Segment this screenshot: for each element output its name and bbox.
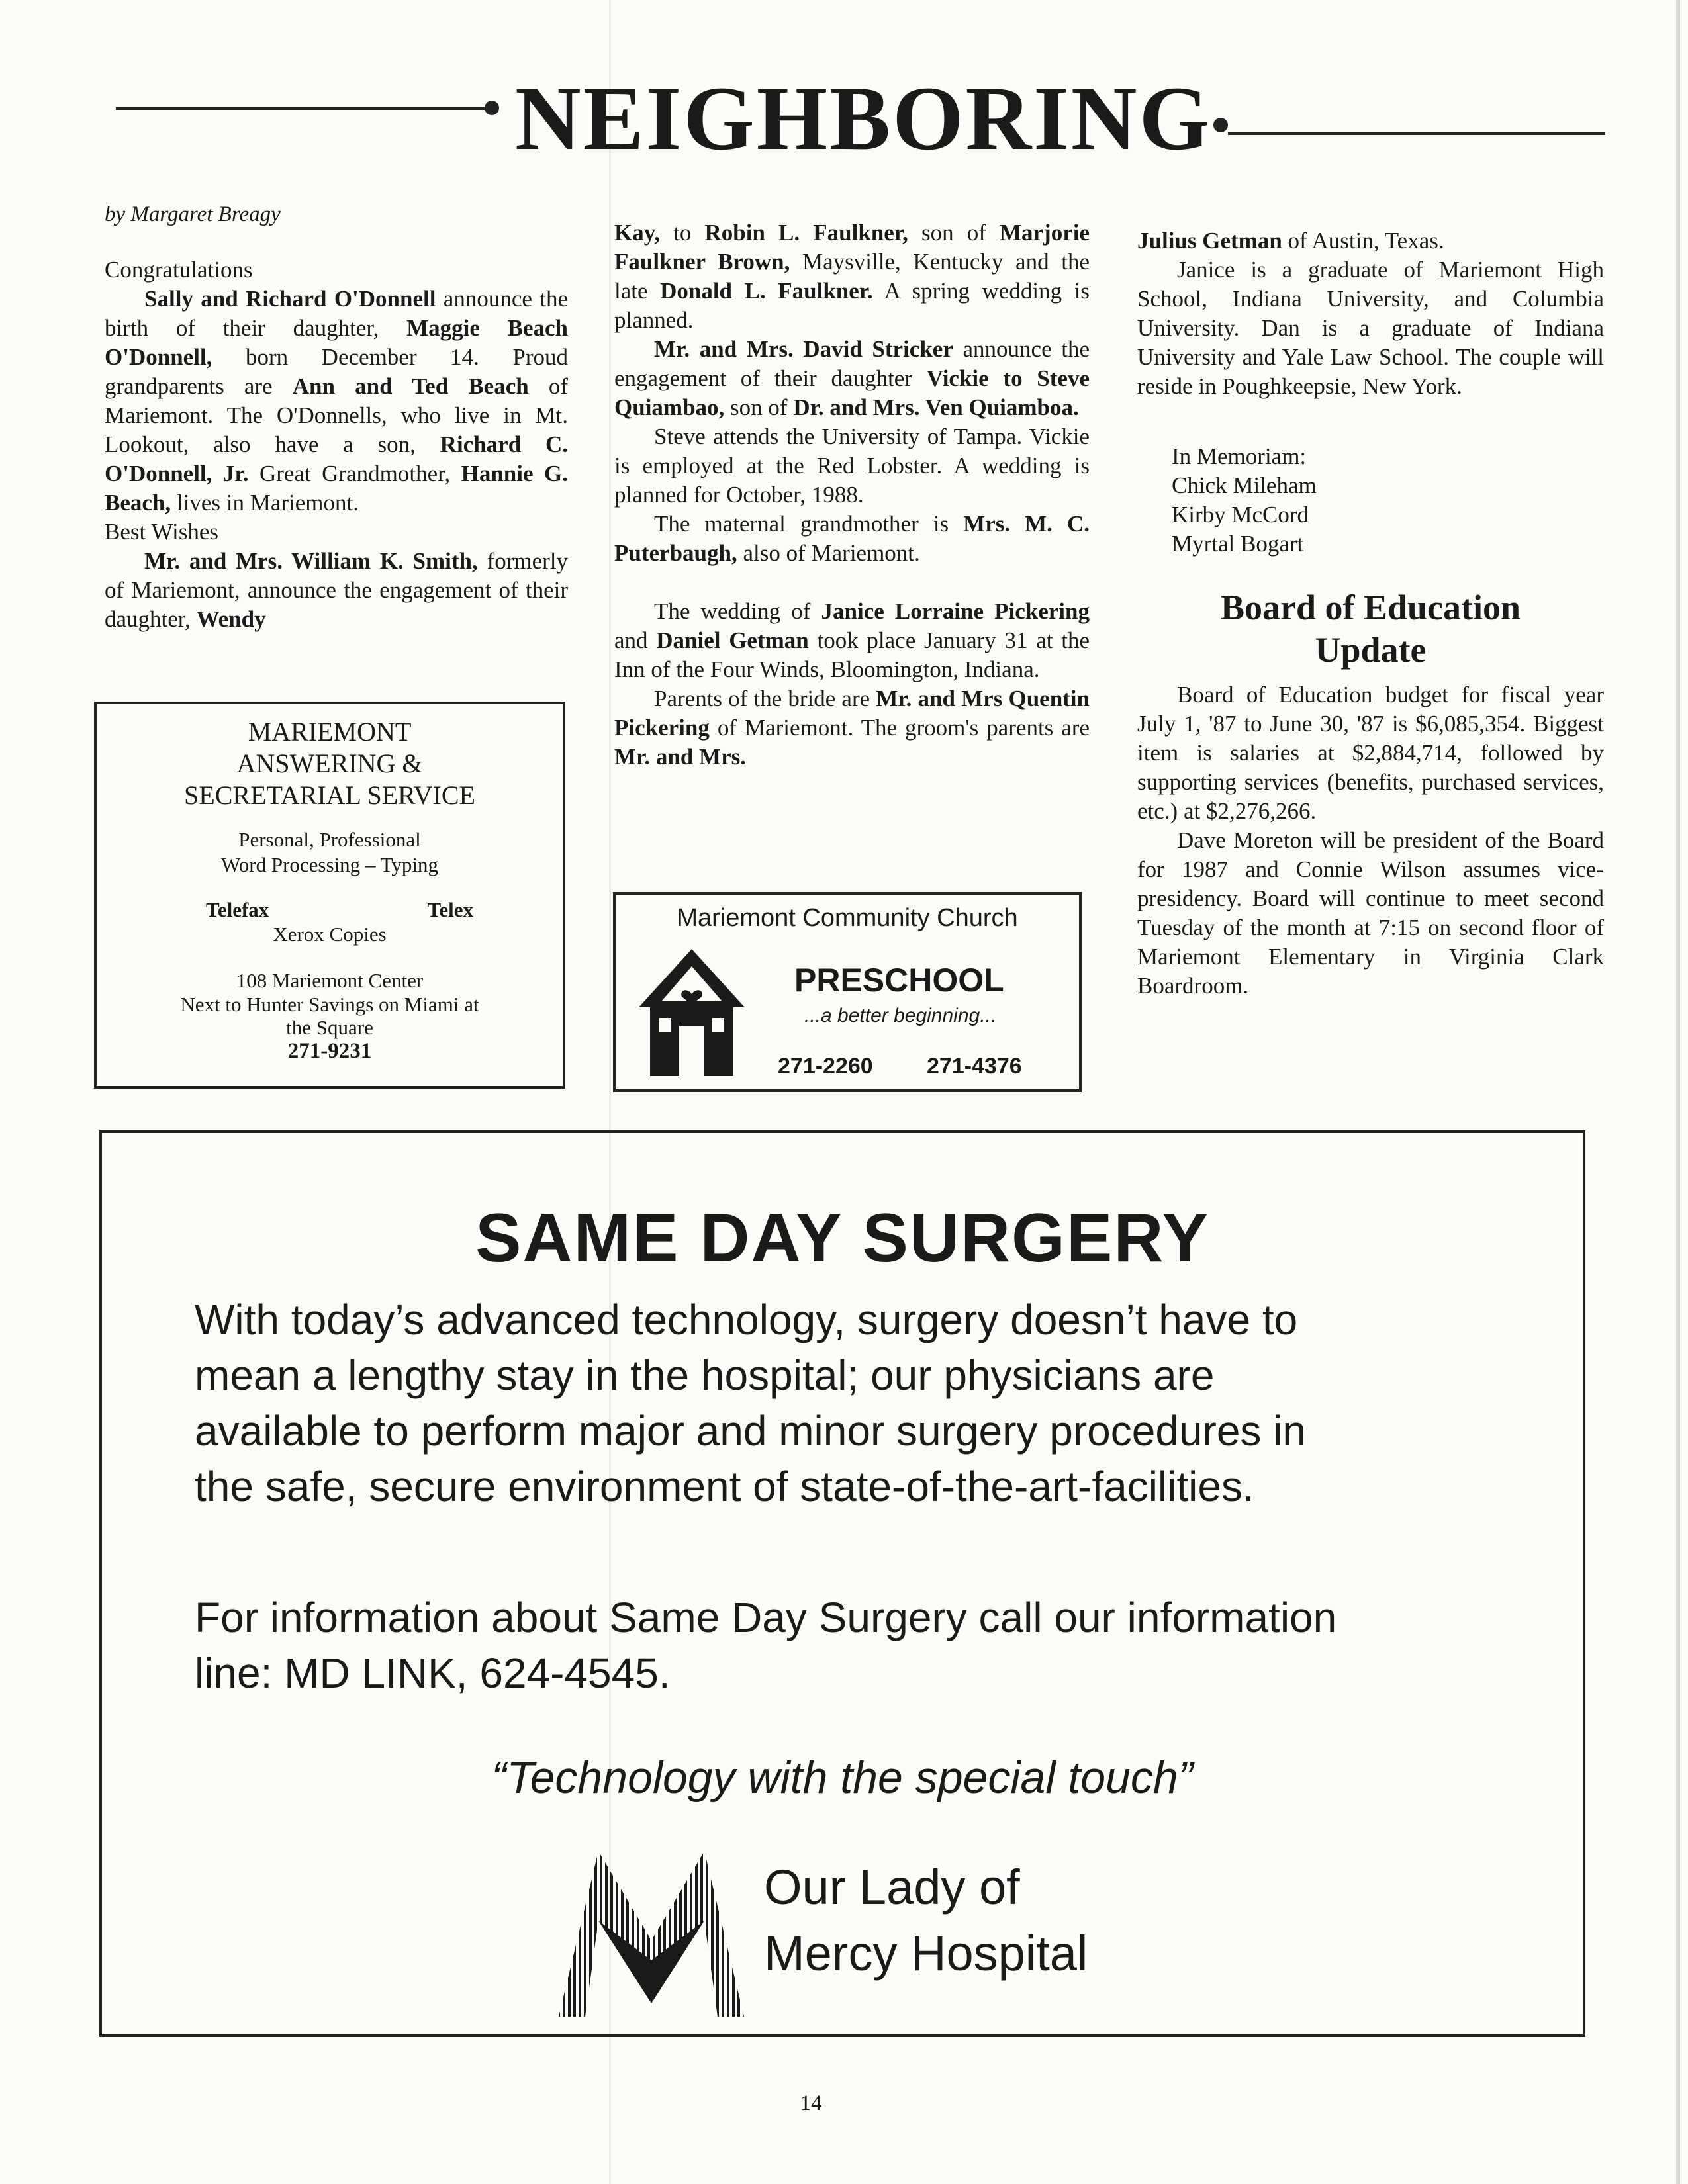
section-heading-congratulations: Congratulations [105, 257, 253, 283]
header-rule-right [1228, 132, 1605, 135]
header-rule-left [116, 107, 487, 110]
stricker-details: Steve attends the University of Tampa. Vickie is employed at the Red Lobster. A wedding is planned for October, 1988. [614, 424, 1090, 508]
memoriam-name: Chick Mileham [1172, 473, 1317, 498]
ad-church-program: PRESCHOOL [794, 962, 1004, 999]
birth-announcement: Sally and Richard O'Donnell announce the birth of their daughter, Maggie Beach O'Donnell, born December 14. Proud grandparents are Ann and Ted Beach of Mariemont. The O'Donnells, who live in Mt. Lookout, also have a son, Richard C. O'Donnell, Jr. Great Grandmother, Hannie G. Beach, lives in Mariemont. [105, 286, 568, 516]
board-heading-line-2: Update [1315, 630, 1427, 670]
ad-answering-address: 108 Mariemont Center [236, 969, 424, 992]
ad-church-name: Mariemont Community Church [677, 904, 1018, 932]
column-1 [105, 200, 568, 634]
engagement-announcement-smith-cont: Kay, to Robin L. Faulkner, son of Marjorie Faulkner Brown, Maysville, Kentucky and the late Donald L. Faulkner. A spring wedding is planned. [614, 220, 1090, 333]
ad-surgery-hospital-line-2: Mercy Hospital [764, 1926, 1088, 1981]
board-heading-line-1: Board of Education [1220, 588, 1521, 627]
board-budget: Board of Education budget for fiscal year July 1, '87 to June 30, '87 is $6,085,354. Biggest item is salaries at $2,884,714, followed by supporting services (benefits, purchased services, etc.) at $2,276,266. [1137, 682, 1604, 824]
stricker-grandmother: The maternal grandmother is Mrs. M. C. Puterbaugh, also of Mariemont. [614, 511, 1090, 566]
ad-church-phone-1: 271-2260 [778, 1054, 873, 1079]
byline: by Margaret Breagy [105, 203, 281, 226]
ad-surgery-info-line: For information about Same Day Surgery call our information [195, 1594, 1337, 1641]
hospital-logo-icon [552, 1848, 751, 2020]
header-bullet-right [1213, 118, 1228, 132]
ad-surgery-hospital-line-1: Our Lady of [764, 1860, 1020, 1915]
memoriam-heading: In Memoriam: [1172, 443, 1307, 469]
ad-church-phone-2: 271-4376 [927, 1054, 1022, 1079]
ad-surgery-body-line: mean a lengthy stay in the hospital; our physicians are [195, 1351, 1215, 1399]
header-bullet-left [485, 101, 499, 115]
ad-church-tagline: ...a better beginning... [804, 1005, 997, 1026]
wedding-parents: Parents of the bride are Mr. and Mrs Quentin Pickering of Mariemont. The groom's parents are Mr. and Mrs. [614, 686, 1090, 770]
ad-answering-phone: 271-9231 [287, 1039, 372, 1063]
section-heading-best-wishes: Best Wishes [105, 519, 218, 545]
ad-answering-name-3: SECRETARIAL SERVICE [184, 780, 475, 810]
wedding-announcement-pickering: The wedding of Janice Lorraine Pickering and Daniel Getman took place January 31 at the Inn of the Four Winds, Bloomington, Indiana. [614, 598, 1090, 682]
ad-church-preschool [613, 892, 1082, 1092]
page-title: NEIGHBORING [515, 68, 1212, 169]
ad-same-day-surgery [99, 1130, 1585, 2037]
page-edge-shadow [1676, 0, 1680, 2184]
wedding-parents-cont: Julius Getman of Austin, Texas. [1137, 228, 1444, 253]
ad-answering-line-1: Personal, Professional [238, 828, 421, 851]
ad-answering-service [94, 702, 565, 1089]
engagement-announcement-stricker: Mr. and Mrs. David Stricker announce the engagement of their daughter Vickie to Steve Quiambao, son of Dr. and Mrs. Ven Quiamboa. [614, 336, 1090, 420]
ad-answering-name-2: ANSWERING & [236, 749, 423, 778]
ad-surgery-body-line: the safe, secure environment of state-of-the-art-facilities. [195, 1463, 1254, 1510]
memoriam-name: Kirby McCord [1172, 502, 1309, 527]
schoolhouse-icon [635, 946, 748, 1079]
ad-answering-address-2: Next to Hunter Savings on Miami at [180, 993, 479, 1016]
couple-education: Janice is a graduate of Mariemont High School, Indiana University, and Columbia University. Dan is a graduate of Indiana University and Yale Law School. The couple will reside in Poughkeepsie, New York. [1137, 257, 1604, 399]
engagement-announcement-smith: Mr. and Mrs. William K. Smith, formerly of Mariemont, announce the engagement of their daughter, Wendy [105, 548, 568, 632]
ad-answering-xerox: Xerox Copies [273, 923, 387, 946]
ad-surgery-slogan: “Technology with the special touch” [491, 1752, 1194, 1803]
page-number: 14 [800, 2091, 822, 2115]
board-officers: Dave Moreton will be president of the Board for 1987 and Connie Wilson assumes vice-presidency. Board will continue to meet second Tuesday of the month at 7:15 on second floor of Mariemont Elementary in Virginia Clark Boardroom. [1137, 827, 1604, 999]
column-2 [614, 218, 1090, 772]
memoriam-name: Myrtal Bogart [1172, 531, 1304, 557]
ad-surgery-body-line: available to perform major and minor surgery procedures in [195, 1407, 1306, 1455]
column-3 [1137, 226, 1604, 1001]
ad-surgery-body-line: With today’s advanced technology, surgery doesn’t have to [195, 1296, 1298, 1343]
ad-answering-address-3: the Square [286, 1016, 373, 1039]
ad-answering-telefax: Telefax [206, 898, 269, 921]
ad-surgery-headline: SAME DAY SURGERY [475, 1200, 1209, 1277]
ad-answering-name-1: MARIEMONT [248, 717, 412, 747]
ad-surgery-info-line: line: MD LINK, 624-4545. [195, 1649, 671, 1697]
ad-answering-line-2: Word Processing – Typing [221, 853, 438, 876]
ad-answering-telex: Telex [427, 898, 473, 921]
